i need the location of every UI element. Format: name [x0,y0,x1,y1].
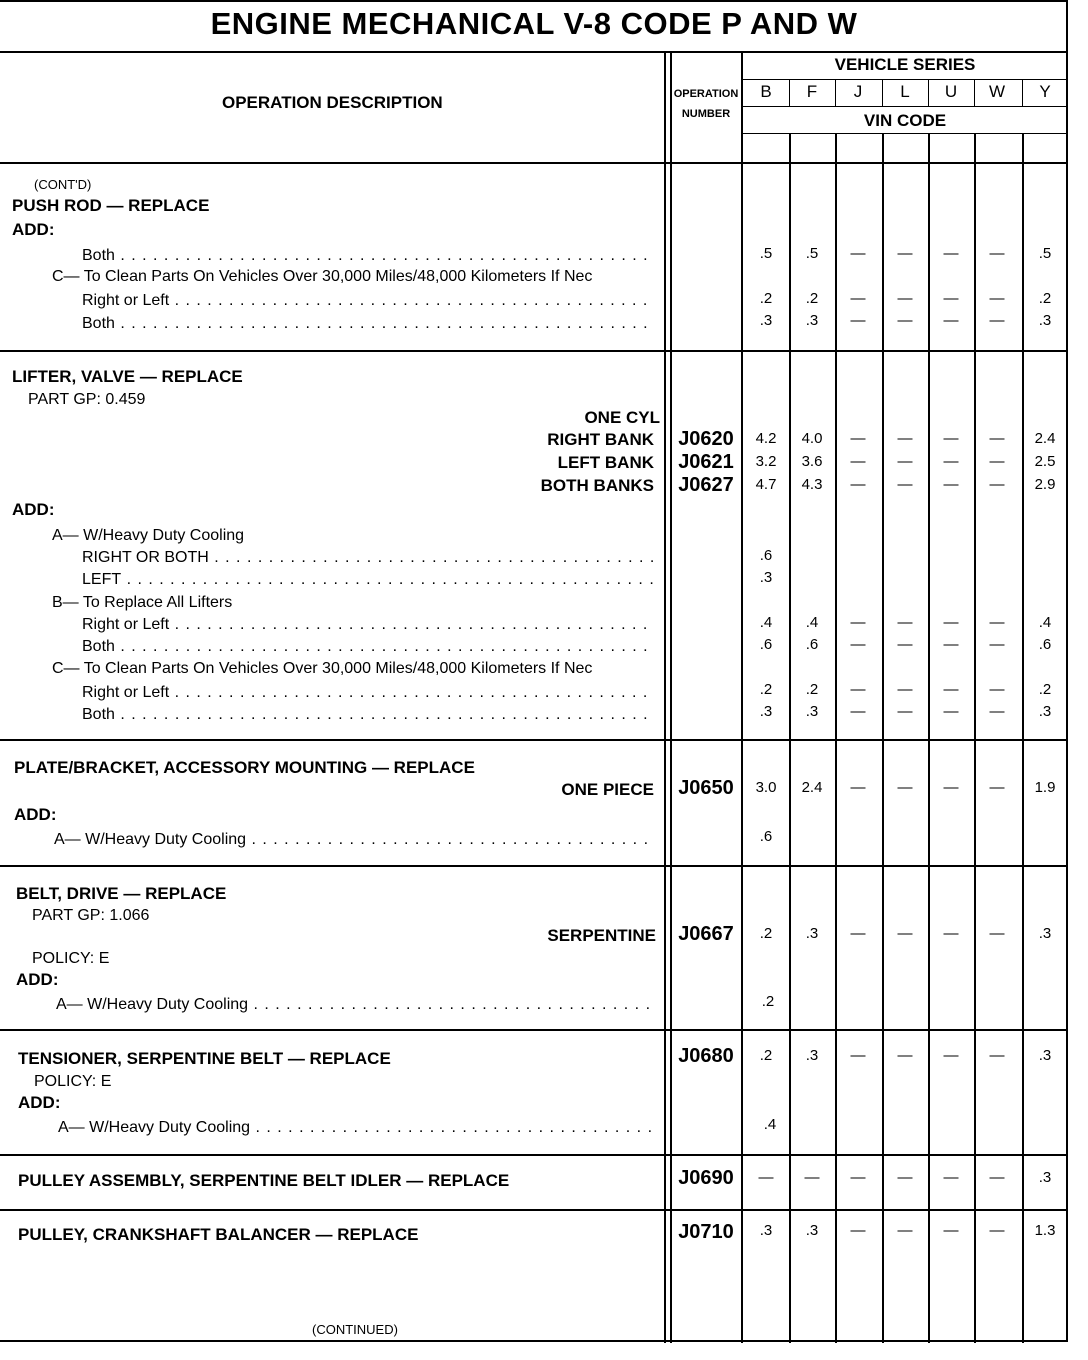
value-cell: .3 [805,312,819,329]
value-cell: .5 [759,245,773,262]
value-cell: .3 [805,925,819,942]
value-cell: .3 [1038,312,1052,329]
continued-note: (CONTINUED) [312,1322,398,1337]
header-bottom [0,162,1068,164]
value-cell: — [897,453,913,470]
value-cell: 3.2 [755,453,777,470]
item-label: A— W/Heavy Duty Cooling . . . [58,1119,654,1137]
series-code-y: Y [1039,82,1051,101]
value-cell: — [897,779,913,796]
value-cell: 1.9 [1034,779,1056,796]
value-cell: — [897,703,913,720]
value-cell: 3.6 [801,453,823,470]
tensioner-title: TENSIONER, SERPENTINE BELT — REPLACE [18,1049,391,1068]
value-cell: .3 [1038,1169,1052,1186]
value-cell: — [943,636,959,653]
operation-number: J0667 [678,923,734,945]
value-cell: — [850,681,866,698]
right-bank-label: RIGHT BANK [547,430,654,449]
pulley-idler-title: PULLEY ASSEMBLY, SERPENTINE BELT IDLER — REPLACE [18,1171,510,1190]
value-cell: — [897,312,913,329]
one-cyl-label: ONE CYL [584,408,660,427]
belt-title: BELT, DRIVE — REPLACE [16,884,227,903]
value-cell: — [943,290,959,307]
value-cell: — [850,1047,866,1064]
value-cell: — [943,312,959,329]
col-divider-op [741,51,743,1343]
operation-number: J0710 [678,1221,734,1243]
border-top [0,0,1068,2]
item-label: LEFT . . . [82,571,654,589]
value-cell: — [850,312,866,329]
value-cell: .2 [759,681,773,698]
series-code-f: F [806,82,818,101]
value-cell: — [989,312,1005,329]
value-cell: — [989,476,1005,493]
value-cell: — [897,614,913,631]
value-cell: 2.5 [1034,453,1056,470]
value-cell: 2.4 [801,779,823,796]
series-code-b: B [760,82,772,101]
section-divider [0,350,1068,352]
add-label: ADD: [14,805,57,824]
value-cell: .3 [1038,925,1052,942]
value-cell: 2.9 [1034,476,1056,493]
section-divider [0,1029,1068,1031]
value-cell: — [989,290,1005,307]
value-cell: .6 [759,636,773,653]
plate-title: PLATE/BRACKET, ACCESSORY MOUNTING — REPLACE [14,758,475,777]
value-cell: .3 [805,703,819,720]
value-cell: — [989,636,1005,653]
value-cell: — [943,245,959,262]
operation-number: J0690 [678,1167,734,1189]
value-cell: .2 [1038,681,1052,698]
item-note: C— To Clean Parts On Vehicles Over 30,000 Miles/48,000 Kilometers If Nec [52,268,593,285]
add-label: ADD: [12,220,55,239]
operation-number: J0620 [678,428,734,450]
contd-note: (CONT'D) [34,177,92,192]
item-label: RIGHT OR BOTH . . . [82,549,654,567]
col-divider-desc2 [670,51,672,1343]
value-cell: .6 [759,547,773,564]
value-cell: .6 [805,636,819,653]
value-cell: .6 [759,828,773,845]
value-cell: 4.3 [801,476,823,493]
item-label: Both . . . [82,315,654,333]
value-cell: — [989,703,1005,720]
value-cell: 2.4 [1034,430,1056,447]
series-divider [742,79,1068,80]
value-cell: — [850,476,866,493]
value-cell: — [943,681,959,698]
value-cell: .2 [759,925,773,942]
vehicle-series-header: VEHICLE SERIES [834,55,976,74]
value-cell: — [989,1169,1005,1186]
value-cell: — [989,681,1005,698]
lifter-title: LIFTER, VALVE — REPLACE [12,367,243,386]
value-cell: — [897,1169,913,1186]
value-cell: .3 [805,1047,819,1064]
part-gp: PART GP: 0.459 [28,391,146,408]
title-divider [0,51,1068,53]
value-cell: — [989,245,1005,262]
value-cell: 1.3 [1034,1222,1056,1239]
value-cell: — [850,636,866,653]
value-cell: — [989,779,1005,796]
item-label: Both . . . [82,706,654,724]
operation-number: J0621 [678,451,734,473]
value-cell: 4.2 [755,430,777,447]
item-note: C— To Clean Parts On Vehicles Over 30,000 Miles/48,000 Kilometers If Nec [52,660,593,677]
value-cell: — [850,614,866,631]
value-cell: — [943,779,959,796]
value-cell: — [850,245,866,262]
item-label: Right or Left . . . [82,616,654,634]
value-cell: — [850,430,866,447]
value-cell: .5 [1038,245,1052,262]
item-label: Right or Left . . . [82,292,654,310]
value-cell: — [943,1169,959,1186]
one-piece-label: ONE PIECE [561,780,654,799]
value-cell: .2 [759,1047,773,1064]
series-code-l: L [900,82,910,101]
value-cell: — [943,1047,959,1064]
codes-divider [742,106,1068,107]
add-label: ADD: [12,500,55,519]
value-cell: 3.0 [755,779,777,796]
value-cell: — [943,476,959,493]
section-divider [0,1154,1068,1156]
vin-code-header: VIN CODE [863,111,947,130]
value-cell: — [850,453,866,470]
value-cell: — [850,925,866,942]
series-code-j: J [853,82,863,101]
value-cell: — [943,614,959,631]
value-cell: — [850,703,866,720]
value-cell: — [897,681,913,698]
value-cell: — [897,290,913,307]
policy-label: POLICY: E [34,1073,112,1090]
value-cell: .4 [759,614,773,631]
col-divider-desc [664,51,666,1343]
border-bottom [0,1340,1068,1342]
value-cell: — [943,703,959,720]
value-cell: — [989,1222,1005,1239]
value-cell: .3 [759,312,773,329]
item-note: A— W/Heavy Duty Cooling [52,527,245,544]
operation-number: J0680 [678,1045,734,1067]
series-code-w: W [988,82,1006,101]
value-cell: — [850,1169,866,1186]
value-cell: .4 [1038,614,1052,631]
push-rod-title: PUSH ROD — REPLACE [12,196,210,215]
value-cell: .2 [805,681,819,698]
value-cell: 4.0 [801,430,823,447]
border-right [1066,0,1068,1340]
pulley-crank-title: PULLEY, CRANKSHAFT BALANCER — REPLACE [18,1225,419,1244]
item-label: Both . . . [82,638,654,656]
value-cell: .2 [805,290,819,307]
operation-number-header: OPERATION NUMBER [673,88,739,120]
operation-number: J0650 [678,777,734,799]
value-cell: .3 [759,1222,773,1239]
left-bank-label: LEFT BANK [557,453,654,472]
value-cell: — [850,1222,866,1239]
value-cell: — [897,925,913,942]
item-label: Right or Left . . . [82,684,654,702]
value-cell: — [897,1047,913,1064]
value-cell: .4 [805,614,819,631]
serpentine-label: SERPENTINE [547,926,656,945]
section-divider [0,865,1068,867]
value-cell: — [943,1222,959,1239]
section-divider [0,739,1068,741]
value-cell: — [989,430,1005,447]
value-cell: .2 [1038,290,1052,307]
value-cell: .4 [763,1116,777,1133]
item-label: A— W/Heavy Duty Cooling . . . [56,996,654,1014]
both-banks-label: BOTH BANKS [540,476,654,495]
value-cell: — [989,925,1005,942]
item-label: Both . . . [82,247,654,265]
value-cell: — [989,453,1005,470]
value-cell: — [897,430,913,447]
value-cell: — [850,290,866,307]
policy-label: POLICY: E [32,950,110,967]
value-cell: .2 [761,993,775,1010]
value-cell: .3 [1038,1047,1052,1064]
value-cell: — [897,476,913,493]
value-cell: — [989,614,1005,631]
section-divider [0,1209,1068,1211]
value-cell: .3 [1038,703,1052,720]
add-label: ADD: [16,970,59,989]
value-cell: — [758,1169,774,1186]
part-gp: PART GP: 1.066 [32,907,150,924]
value-cell: — [804,1169,820,1186]
series-code-u: U [944,82,958,101]
value-cell: 4.7 [755,476,777,493]
add-label: ADD: [18,1093,61,1112]
page-title: ENGINE MECHANICAL V-8 CODE P AND W [210,6,858,41]
value-cell: .3 [759,703,773,720]
operation-description-header: OPERATION DESCRIPTION [222,93,443,112]
operation-number: J0627 [678,474,734,496]
value-cell: — [943,430,959,447]
value-cell: — [943,453,959,470]
value-cell: .3 [805,1222,819,1239]
value-cell: — [989,1047,1005,1064]
value-cell: .6 [1038,636,1052,653]
item-note: B— To Replace All Lifters [52,594,233,611]
value-cell: — [850,779,866,796]
value-cell: .5 [805,245,819,262]
value-cell: .2 [759,290,773,307]
item-label: A— W/Heavy Duty Cooling . . . [54,831,654,849]
value-cell: — [897,245,913,262]
value-cell: .3 [759,569,773,586]
value-cell: — [897,1222,913,1239]
value-cell: — [943,925,959,942]
value-cell: — [897,636,913,653]
